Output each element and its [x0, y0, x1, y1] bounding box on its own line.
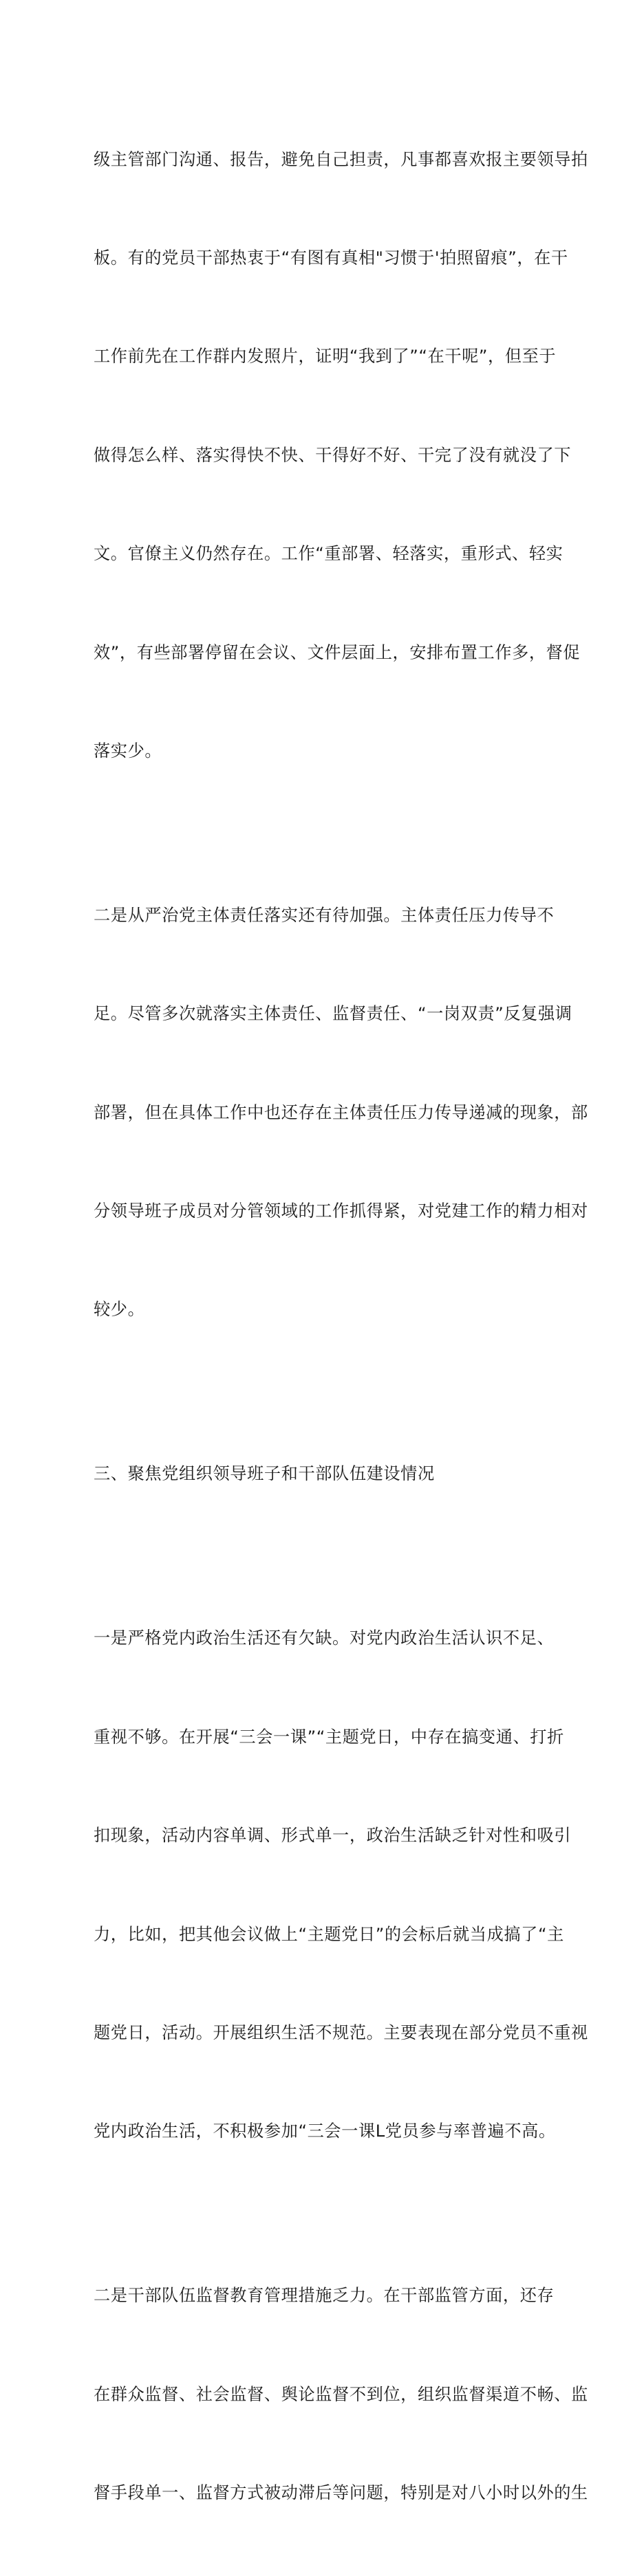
text-line: 分领导班子成员对分管领域的工作抓得紧，对党建工作的精力相对 [94, 1201, 588, 1221]
text-line: 督手段单一、监督方式被动滞后等问题，特别是对八小时以外的生 [94, 2483, 588, 2503]
paragraph-4 [94, 1557, 588, 2214]
text-line: 扣现象，活动内容单调、形式单一，政治生活缺乏针对性和吸引 [94, 1826, 572, 1846]
document-body [94, 78, 588, 2576]
paragraph-5 [94, 2214, 588, 2576]
text-line: 三、聚焦党组织领导班子和干部队伍建设情况 [94, 1464, 435, 1484]
text-line: 文。官僚主义仍然存在。工作“重部署、轻落实，重形式、轻实 [94, 544, 564, 564]
text-line: 板。有的党员干部热衷于“有图有真相"习惯于'拍照留痕”，在干 [94, 248, 568, 268]
paragraph-2 [94, 833, 588, 1393]
text-line: 做得怎么样、落实得快不快、干得好不好、干完了没有就没了下 [94, 445, 572, 465]
text-line: 效”，有些部署停留在会议、文件层面上，安排布置工作多，督促 [94, 642, 581, 662]
text-line: 较少。 [94, 1300, 145, 1320]
text-line: 部署，但在具体工作中也还存在主体责任压力传导递减的现象，部 [94, 1102, 588, 1122]
text-line: 党内政治生活，不积极参加“三会一课L党员参与率普遍不高。 [94, 2121, 556, 2141]
text-line: 落实少。 [94, 741, 162, 761]
text-line: 足。尽管多次就落实主体责任、监督责任、“一岗双责”反复强调 [94, 1004, 572, 1024]
text-line: 工作前先在工作群内发照片，证明“我到了”“在干呢”，但至于 [94, 347, 557, 367]
section-heading [94, 1393, 534, 1557]
text-line: 题党日，活动。开展组织生活不规范。主要表现在部分党员不重视 [94, 2023, 588, 2043]
text-line: 二是干部队伍监督教育管理措施乏力。在干部监管方面，还存 [94, 2286, 555, 2306]
text-line: 力，比如，把其他会议做上“主题党日”的会标后就当成搞了“主 [94, 1924, 564, 1944]
text-line: 二是从严治党主体责任落实还有待加强。主体责任压力传导不 [94, 905, 555, 925]
text-line: 重视不够。在开展“三会一课”“主题党日，中存在搞变通、打折 [94, 1727, 564, 1747]
text-line: 一是严格党内政治生活还有欠缺。对党内政治生活认识不足、 [94, 1628, 555, 1648]
paragraph-1 [94, 78, 588, 833]
text-line: 级主管部门沟通、报告，避免自己担责，凡事都喜欢报主要领导拍 [94, 149, 588, 169]
text-line: 在群众监督、社会监督、舆论监督不到位，组织监督渠道不畅、监 [94, 2384, 588, 2404]
